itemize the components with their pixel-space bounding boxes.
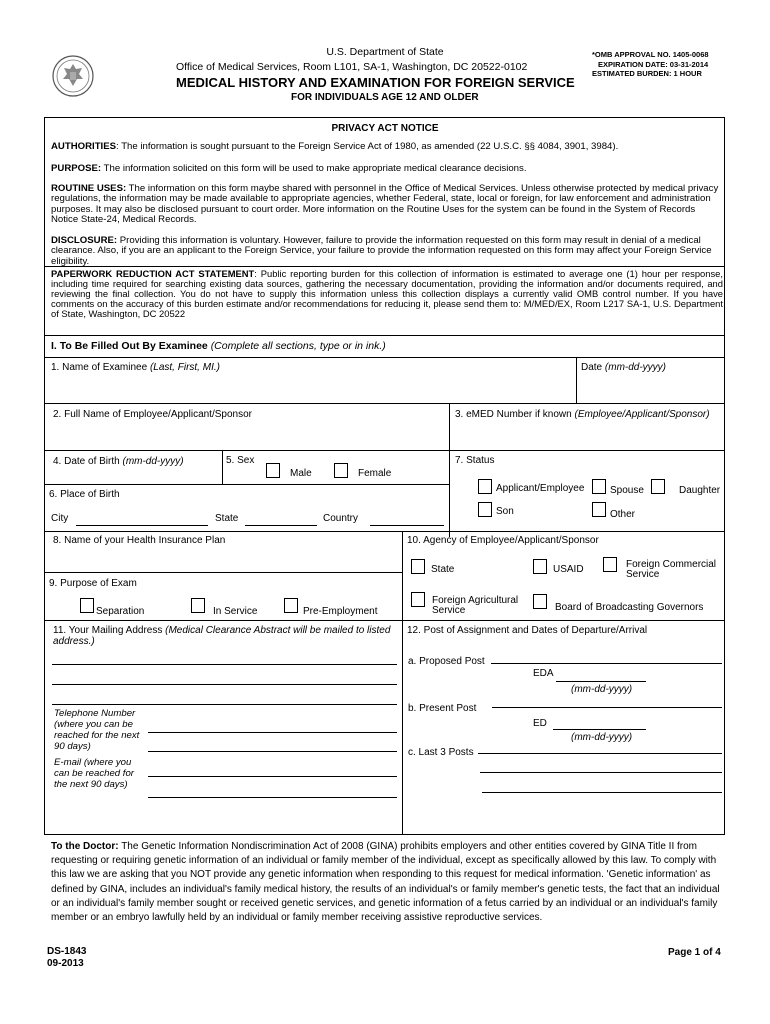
email-line1: E-mail (where you [54,757,132,768]
examinee-name-input[interactable] [46,376,574,401]
disclosure-paragraph [51,236,723,267]
form-number: DS-1843 [47,946,87,957]
form-revision-date: 09-2013 [47,958,84,969]
email-label [54,757,134,790]
omb-block [592,50,709,79]
agency-state-label: State [431,564,455,575]
examinee-name-note: (Last, First, MI.) [149,362,220,373]
routine-uses-text: The information on this form maybe shared with personnel in the Office of Medical Services. Unless otherwise protected by medical privacy regulations, the information may be made available to appropriate agencies, whether Federal, state, local or foreign, for law enforcement and administration purposes. It may also be disclosed pursuant to court order. More information on the Routine Uses for the system can be found in the System of Records Notice State-24, Medical Records. [51,183,719,226]
agency-bbg-checkbox[interactable] [533,594,547,609]
emed-note: (Employee/Applicant/Sponsor) [574,409,710,420]
agency-bbg-label: Board of Broadcasting Governors [555,602,704,613]
female-checkbox[interactable] [334,463,348,478]
doctor-notice-label: To the Doctor: [51,841,119,852]
date-input[interactable] [578,376,722,401]
last-post-input-2[interactable] [480,772,722,773]
country-label: Country [323,513,359,524]
mailing-address-note: (Medical Clearance Abstract will be mailed to listed address.) [53,625,391,647]
form-id-block [47,946,86,970]
eda-label: EDA [533,668,554,679]
privacy-heading: PRIVACY ACT NOTICE [331,123,439,134]
mailing-address-line-1[interactable] [52,664,397,665]
telephone-line2: (where you can be [54,719,133,730]
email-input-2[interactable] [148,797,397,798]
female-label: Female [358,468,392,479]
male-label: Male [290,468,312,479]
form-title: MEDICAL HISTORY AND EXAMINATION FOR FOREIGN SERVICE [176,75,575,90]
proposed-post-label: a. Proposed Post [408,656,485,667]
status-spouse-label: Spouse [610,485,644,496]
status-label: 7. Status [455,455,495,466]
male-checkbox[interactable] [266,463,280,478]
status-daughter-checkbox[interactable] [651,479,665,494]
telephone-label [54,708,139,752]
estimated-burden: ESTIMATED BURDEN: 1 HOUR [592,69,702,78]
status-son-label: Son [496,506,514,517]
agency-state-checkbox[interactable] [411,559,425,574]
authorities-text: : The information is sought pursuant to the Foreign Service Act of 1980, as amended (22 U.S.C. §§ 4084, 3901, 3984). [116,141,619,152]
agency-fcs-checkbox[interactable] [603,557,617,572]
department-seal-icon [52,55,94,97]
agency-usaid-label: USAID [553,564,584,575]
doctor-notice-text: The Genetic Information Nondiscrimination Act of 2008 (GINA) prohibits employers and other entities covered by GINA Title II from requesting or requiring genetic information of an individual or family member of the individual, except as specifically allowed by this law. To comply with this law we are asking that you NOT provide any genetic information when responding to this request for medical information. 'Genetic information' as defined by GINA, includes an individual's family medical history, the results of an individual's or family member's genetic tests, the fact that an individual or an individual's family member sought or received genetic services, and genetic information of a fetus carried by an individual or an individual's family member or an embryo lawfully held by an individual or family member receiving assistive reproductive services. [51,841,720,924]
purpose-separation-checkbox[interactable] [80,598,94,613]
eda-input[interactable] [556,681,646,682]
section-one-heading [51,340,386,352]
disclosure-text: Providing this information is voluntary. However, failure to provide the information requested on this form may result in denial of a medical clearance. Also, if you are an applicant to the Foreign Service, your failure to provide the information requested on this form may affect your Foreign Service eligibility. [51,235,712,267]
dob-format-note: (mm-dd-yyyy) [122,456,184,467]
agency-label: 10. Agency of Employee/Applicant/Sponsor [407,535,599,546]
purpose-pre-employment-label: Pre-Employment [303,606,378,617]
ed-input[interactable] [553,729,646,730]
city-input[interactable] [76,525,208,526]
date-text: Date [581,362,603,373]
status-applicant-label: Applicant/Employee [496,483,585,494]
status-son-checkbox[interactable] [478,502,492,517]
department-name: U.S. Department of State [326,46,444,58]
purpose-of-exam-label: 9. Purpose of Exam [49,578,137,589]
doctor-notice [51,840,723,925]
date-format-note: (mm-dd-yyyy) [604,362,667,373]
purpose-text: The information solicited on this form will be used to make appropriate medical clearance decisions. [101,163,527,174]
employee-name-input[interactable] [46,422,446,447]
agency-fcs-label [626,560,716,580]
purpose-pre-employment-checkbox[interactable] [284,598,298,613]
email-line2: can be reached for [54,768,135,779]
last-post-input-1[interactable] [478,753,722,754]
mailing-address-text: 11. Your Mailing Address [53,625,163,636]
dob-text: 4. Date of Birth [53,456,120,467]
ed-format-note: (mm-dd-yyyy) [571,732,633,743]
field-1-label [51,362,220,373]
proposed-post-input[interactable] [491,663,722,664]
mailing-address-line-3[interactable] [52,704,397,705]
email-line3: the next 90 days) [54,779,128,790]
status-applicant-checkbox[interactable] [478,479,492,494]
routine-uses-paragraph [51,184,723,226]
sex-label: 5. Sex [226,455,255,466]
mailing-address-line-2[interactable] [52,684,397,685]
agency-usaid-checkbox[interactable] [533,559,547,574]
paperwork-paragraph [51,269,723,319]
disclosure-label: DISCLOSURE: [51,235,118,246]
country-input[interactable] [370,525,444,526]
last-three-posts-label: c. Last 3 Posts [408,747,474,758]
telephone-input-2[interactable] [148,751,397,752]
agency-fas-label [432,596,518,616]
omb-number: *OMB APPROVAL NO. 1405-0068 [592,50,709,59]
routine-uses-label: ROUTINE USES: [51,183,127,194]
paperwork-label: PAPERWORK REDUCTION ACT STATEMENT [51,268,255,279]
post-assignment-label: 12. Post of Assignment and Dates of Departure/Arrival [407,625,648,636]
agency-fcs-line2: Service [626,569,660,580]
date-label [581,362,666,373]
employee-name-label: 2. Full Name of Employee/Applicant/Sponsor [53,409,252,420]
section-one-title: I. To Be Filled Out By Examinee [51,340,208,352]
telephone-line3: reached for the next [54,730,140,741]
status-spouse-checkbox[interactable] [592,479,606,494]
ed-label: ED [533,718,547,729]
purpose-separation-label: Separation [96,606,145,617]
agency-fas-line1: Foreign Agricultural [432,595,519,606]
telephone-input-1[interactable] [148,732,397,733]
last-post-input-3[interactable] [482,792,722,793]
status-other-checkbox[interactable] [592,502,606,517]
mailing-address-label [53,625,398,647]
email-input-1[interactable] [148,776,397,777]
emed-number-label [455,409,710,420]
insurance-input[interactable] [46,548,400,570]
purpose-in-service-checkbox[interactable] [191,598,205,613]
dob-label [53,456,184,467]
purpose-paragraph [51,164,723,174]
proposed-post-extra-line[interactable] [492,707,722,708]
insurance-label: 8. Name of your Health Insurance Plan [53,535,226,546]
section-one-note: (Complete all sections, type or in ink.) [210,340,386,352]
status-other-label: Other [610,509,636,520]
authorities-label: AUTHORITIES [51,141,117,152]
place-of-birth-label: 6. Place of Birth [49,489,120,500]
state-input[interactable] [245,525,317,526]
paperwork-text: : Public reporting burden for this collection of information is estimated to average one (1) hour per response, including time required for searching existing data sources, gathering the necessary documentation, providing the information and/or documents required, and reviewing the final collection. You do not have to supply this information unless this collection displays a currently valid OMB control number. If you have comments on the accuracy of this burden estimate and/or recommendations for reducing it, please send them to: M/MED/EX, Room L217 SA-1, U.S. Department of State, Washington, DC 20522 [51,268,723,319]
eda-format-note: (mm-dd-yyyy) [571,684,633,695]
purpose-in-service-label: In Service [213,606,258,617]
city-label: City [51,513,69,524]
agency-fas-checkbox[interactable] [411,592,425,607]
authorities-paragraph [51,142,723,152]
telephone-line4: 90 days) [54,741,91,752]
form-subtitle: FOR INDIVIDUALS AGE 12 AND OLDER [291,92,479,103]
state-label: State [215,513,239,524]
office-address: Office of Medical Services, Room L101, SA-1, Washington, DC 20522-0102 [176,61,528,73]
agency-fcs-line1: Foreign Commercial [626,559,717,570]
emed-text: 3. eMED Number if known [455,409,572,420]
expiration-date: EXPIRATION DATE: 03-31-2014 [598,59,709,69]
telephone-line1: Telephone Number [54,708,136,719]
agency-fas-line2: Service [432,605,466,616]
status-daughter-label: Daughter [679,485,721,496]
examinee-name-label: 1. Name of Examinee [51,362,148,373]
page-number: Page 1 of 4 [668,947,721,958]
purpose-label: PURPOSE: [51,163,102,174]
emed-number-input[interactable] [452,422,722,447]
present-post-label: b. Present Post [408,703,477,714]
